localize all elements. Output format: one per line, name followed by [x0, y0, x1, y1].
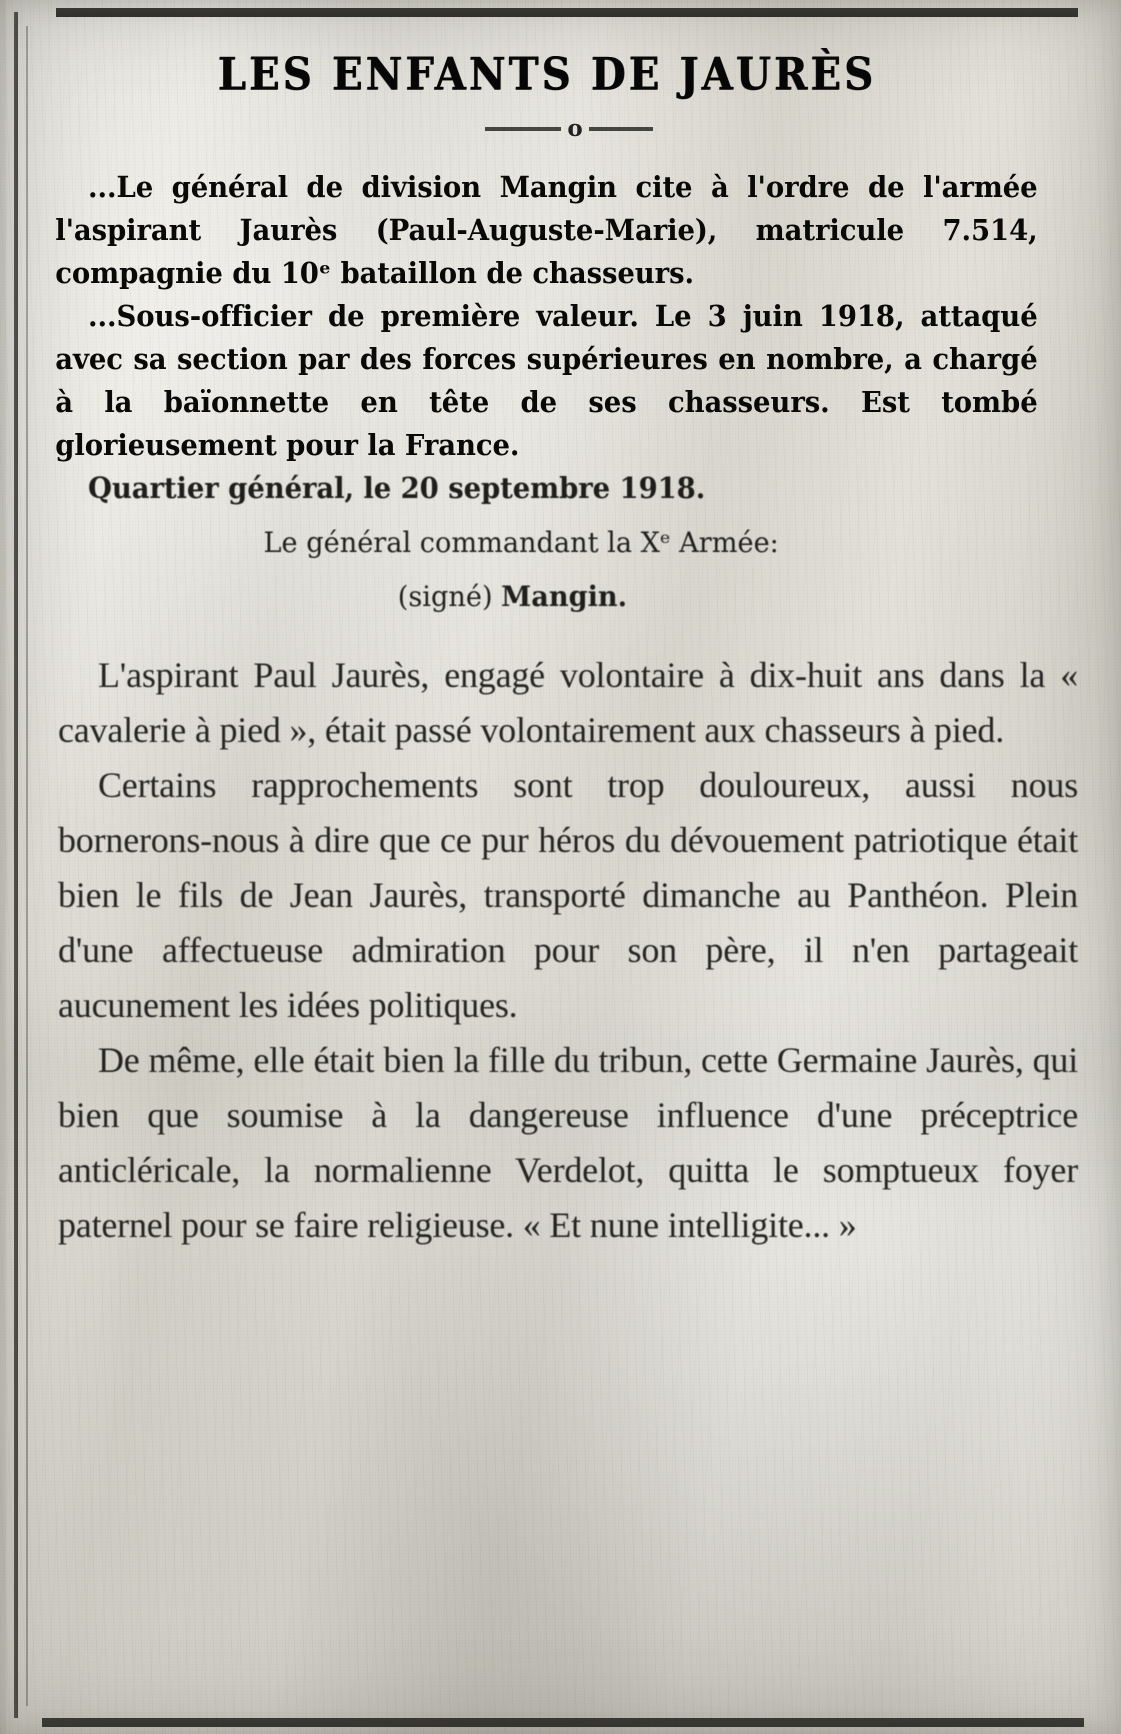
body-paragraph-3: De même, elle était bien la fille du tribun, cette Germaine Jaurès, qui bien que soumise à la dangereuse influence d'une préceptrice anticléricale, la normalienne Verdelot, quitta le somptueux foyer paternel pour se faire religieuse. « Et nune intelligite... »	[58, 1040, 1078, 1245]
citation-signature-title: Le général commandant la Xᵉ Armée:	[263, 526, 779, 559]
signature-prefix: (signé)	[397, 580, 493, 613]
citation-paragraph-1: ...Le général de division Mangin cite à l'ordre de l'armée l'aspirant Jaurès (Paul-Auguste-Marie), matricule 7.514, compagnie du 10ᵉ bataillon de chasseurs.	[55, 170, 1038, 290]
citation-signature	[50, 576, 1069, 618]
citation-paragraph-2: ...Sous-officier de première valeur. Le 3 juin 1918, attaqué avec sa section par des forces supérieures en nombre, a chargé à la baïonnette en tête de ses chasseurs. Est tombé glorieusement pour la France.	[55, 299, 1038, 462]
page-title: LES ENFANTS DE JAURÈS	[217, 48, 877, 101]
article-body	[34, 648, 1084, 1253]
column-border-rule	[14, 12, 18, 1718]
column-border-rule-inner	[26, 26, 28, 1706]
citation-paragraph-3: Quartier général, le 20 septembre 1918.	[88, 471, 706, 505]
separator-circle-glyph: o	[567, 115, 583, 142]
body-paragraph-1: L'aspirant Paul Jaurès, engagé volontaire à dix-huit ans dans la « cavalerie à pied », était passé volontairement aux chasseurs à pied.	[58, 655, 1078, 750]
bottom-divider-rule	[42, 1718, 1084, 1727]
military-citation-block	[34, 166, 1047, 510]
body-paragraph-2: Certains rapprochements sont trop douloureux, aussi nous bornerons-nous à dire que ce pur héros du dévouement patriotique était bien le fils de Jean Jaurès, transporté dimanche au Panthéon. Plein d'une affectueuse admiration pour son père, il n'en partageait aucunement les idées politiques.	[58, 765, 1078, 1025]
signature-name: Mangin.	[501, 580, 628, 613]
article-content	[34, 0, 1084, 1734]
ornamental-separator	[54, 117, 1084, 140]
separator-dash-left	[485, 127, 561, 131]
separator-dash-right	[589, 127, 653, 131]
